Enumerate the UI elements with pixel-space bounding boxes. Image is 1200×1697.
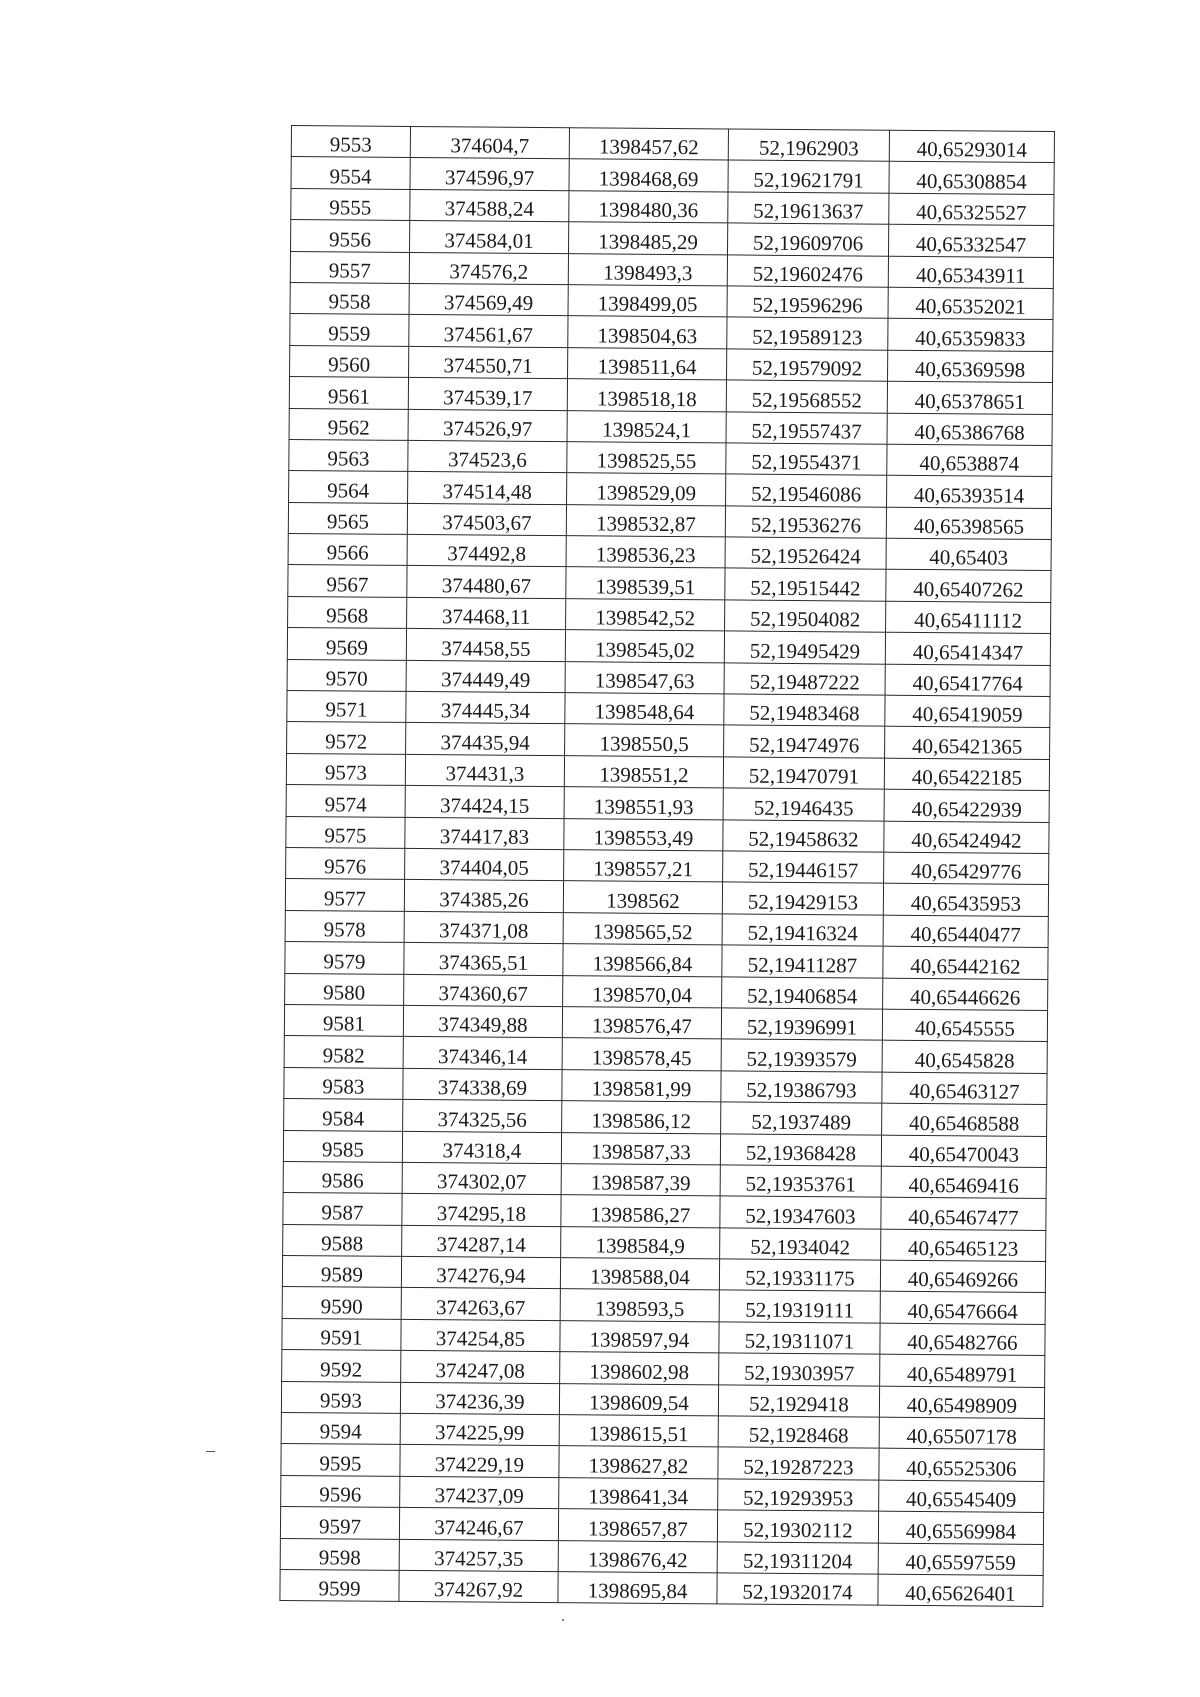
table-cell: 1398551,2 bbox=[564, 755, 723, 788]
table-cell: 40,65468588 bbox=[882, 1103, 1047, 1136]
table-cell: 52,19568552 bbox=[726, 380, 887, 413]
table-cell: 1398627,82 bbox=[559, 1446, 718, 1479]
table-cell: 40,65419059 bbox=[885, 695, 1050, 728]
table-cell: 52,19411287 bbox=[722, 945, 883, 978]
table-cell: 374246,67 bbox=[399, 1508, 558, 1541]
table-cell: 52,19446157 bbox=[723, 851, 884, 884]
table-cell: 1398542,52 bbox=[566, 599, 725, 632]
table-cell: 374318,4 bbox=[402, 1131, 561, 1164]
table-cell: 52,1946435 bbox=[723, 788, 884, 821]
table-cell: 52,19416324 bbox=[722, 914, 883, 947]
table-cell: 52,19589123 bbox=[727, 317, 888, 350]
table-cell: 1398657,87 bbox=[558, 1509, 717, 1542]
table-cell: 9555 bbox=[291, 188, 410, 220]
table-cell: 40,65442162 bbox=[883, 946, 1048, 979]
table-cell: 52,19515442 bbox=[725, 568, 886, 601]
coordinates-table bbox=[279, 125, 1055, 1607]
table-cell: 40,65386768 bbox=[887, 413, 1052, 446]
table-cell: 40,65470043 bbox=[881, 1135, 1046, 1168]
table-cell: 374458,55 bbox=[406, 629, 565, 662]
table-cell: 40,65398565 bbox=[886, 507, 1051, 540]
table-cell: 374237,09 bbox=[400, 1476, 559, 1509]
table-cell: 374596,97 bbox=[410, 158, 569, 191]
table-cell: 374404,05 bbox=[405, 848, 564, 881]
table-cell: 52,1934042 bbox=[720, 1228, 881, 1261]
table-cell: 374338,69 bbox=[403, 1068, 562, 1101]
table-cell: 9579 bbox=[285, 942, 404, 974]
table-cell: 40,65378651 bbox=[887, 381, 1052, 414]
table-cell: 374276,94 bbox=[401, 1256, 560, 1289]
table-cell: 374576,2 bbox=[409, 252, 568, 285]
table-cell: 40,65343911 bbox=[888, 256, 1053, 289]
table-cell: 374247,08 bbox=[401, 1351, 560, 1384]
table-cell: 1398609,54 bbox=[559, 1383, 718, 1416]
table-cell: 374435,94 bbox=[406, 723, 565, 756]
table-cell: 1398602,98 bbox=[560, 1352, 719, 1385]
table-cell: 52,19536276 bbox=[725, 506, 886, 539]
table-cell: 374385,26 bbox=[404, 880, 563, 913]
table-cell: 374325,56 bbox=[403, 1100, 562, 1133]
table-cell: 40,65369598 bbox=[888, 350, 1053, 383]
table-cell: 9560 bbox=[290, 345, 409, 377]
table-cell: 1398586,27 bbox=[561, 1195, 720, 1228]
table-cell: 9564 bbox=[289, 471, 408, 503]
table-cell: 1398504,63 bbox=[568, 316, 727, 349]
table-cell: 374526,97 bbox=[408, 409, 567, 442]
table-cell: 1398468,69 bbox=[569, 159, 728, 192]
table-cell: 1398597,94 bbox=[560, 1320, 719, 1353]
table-cell: 40,65429776 bbox=[884, 852, 1049, 885]
table-cell: 1398529,09 bbox=[567, 473, 726, 506]
table-cell: 40,65411112 bbox=[886, 601, 1051, 634]
table-cell: 40,65407262 bbox=[886, 570, 1051, 603]
table-cell: 40,65467477 bbox=[881, 1197, 1046, 1230]
table-cell: 52,19458632 bbox=[723, 820, 884, 853]
table-cell: 1398593,5 bbox=[560, 1289, 719, 1322]
table-cell: 9575 bbox=[286, 816, 405, 848]
table-cell: 9596 bbox=[281, 1475, 400, 1507]
table-cell: 374480,67 bbox=[407, 566, 566, 599]
table-cell: 52,1962903 bbox=[728, 129, 889, 162]
table-cell: 9584 bbox=[284, 1099, 403, 1131]
table-cell: 1398485,29 bbox=[569, 222, 728, 255]
table-cell: 9566 bbox=[288, 534, 407, 566]
coordinates-table-body bbox=[280, 126, 1055, 1607]
table-cell: 52,19546086 bbox=[726, 474, 887, 507]
table-cell: 374569,49 bbox=[409, 283, 568, 316]
table-cell: 374584,01 bbox=[410, 221, 569, 254]
table-cell: 1398553,49 bbox=[564, 818, 723, 851]
table-row bbox=[280, 1569, 1043, 1606]
table-cell: 9590 bbox=[282, 1287, 401, 1319]
table-cell: 40,65482766 bbox=[880, 1323, 1045, 1356]
table-cell: 52,19487222 bbox=[724, 663, 885, 696]
table-cell: 9573 bbox=[286, 753, 405, 785]
table-cell: 52,19554371 bbox=[726, 443, 887, 476]
table-cell: 52,19331175 bbox=[719, 1259, 880, 1292]
table-cell: 40,65359833 bbox=[888, 319, 1053, 352]
table-cell: 1398545,02 bbox=[565, 630, 724, 663]
table-cell: 52,19386793 bbox=[721, 1071, 882, 1104]
table-cell: 1398570,04 bbox=[563, 975, 722, 1008]
table-cell: 1398676,42 bbox=[558, 1540, 717, 1573]
table-cell: 9563 bbox=[289, 439, 408, 471]
table-cell: 9554 bbox=[291, 157, 410, 189]
table-cell: 52,19609706 bbox=[727, 223, 888, 256]
table-cell: 40,65626401 bbox=[878, 1574, 1043, 1607]
table-cell: 1398615,51 bbox=[559, 1415, 718, 1448]
margin-mark bbox=[206, 1451, 215, 1452]
table-cell: 40,65498909 bbox=[879, 1386, 1044, 1419]
table-cell: 9587 bbox=[283, 1193, 402, 1225]
table-cell: 374417,83 bbox=[405, 817, 564, 850]
table-cell: 1398532,87 bbox=[566, 504, 725, 537]
table-cell: 40,65463127 bbox=[882, 1072, 1047, 1105]
table-cell: 1398695,84 bbox=[558, 1572, 717, 1605]
table-cell: 374588,24 bbox=[410, 189, 569, 222]
table-cell: 1398557,21 bbox=[564, 850, 723, 883]
table-cell: 1398524,1 bbox=[567, 410, 726, 443]
table-cell: 52,19621791 bbox=[728, 160, 889, 193]
table-cell: 9574 bbox=[286, 785, 405, 817]
table-cell: 1398548,64 bbox=[565, 693, 724, 726]
table-cell: 374468,11 bbox=[407, 597, 566, 630]
table-cell: 9592 bbox=[282, 1350, 401, 1382]
table-cell: 52,19368428 bbox=[720, 1133, 881, 1166]
table-cell: 9580 bbox=[285, 973, 404, 1005]
table-cell: 1398511,64 bbox=[568, 347, 727, 380]
table-cell: 9569 bbox=[287, 628, 406, 660]
table-cell: 52,19393579 bbox=[721, 1039, 882, 1072]
table-cell: 40,65417764 bbox=[885, 664, 1050, 697]
table-cell: 374561,67 bbox=[409, 315, 568, 348]
table-cell: 52,1929418 bbox=[718, 1385, 879, 1418]
table-cell: 52,19613637 bbox=[728, 192, 889, 225]
table-cell: 52,19396991 bbox=[721, 1008, 882, 1041]
table-cell: 52,19311071 bbox=[719, 1322, 880, 1355]
table-cell: 40,65424942 bbox=[884, 821, 1049, 854]
table-cell: 374365,51 bbox=[404, 943, 563, 976]
table-cell: 40,6538874 bbox=[887, 444, 1052, 477]
table-cell: 9598 bbox=[280, 1538, 399, 1570]
table-cell: 1398576,47 bbox=[562, 1007, 721, 1040]
table-cell: 1398493,3 bbox=[568, 253, 727, 286]
table-cell: 40,65403 bbox=[886, 538, 1051, 571]
table-cell: 9571 bbox=[287, 691, 406, 723]
table-cell: 40,65446626 bbox=[883, 978, 1048, 1011]
scan-dot bbox=[562, 1619, 564, 1621]
table-cell: 40,65469416 bbox=[881, 1166, 1046, 1199]
table-cell: 52,19293953 bbox=[718, 1479, 879, 1512]
table-cell: 9565 bbox=[288, 502, 407, 534]
table-cell: 40,65465123 bbox=[881, 1229, 1046, 1262]
table-cell: 374267,92 bbox=[399, 1570, 558, 1603]
table-cell: 52,19311204 bbox=[717, 1541, 878, 1574]
table-cell: 374254,85 bbox=[401, 1319, 560, 1352]
table-cell: 1398518,18 bbox=[567, 379, 726, 412]
table-cell: 9588 bbox=[283, 1224, 402, 1256]
table-cell: 1398525,55 bbox=[567, 442, 726, 475]
table-cell: 374346,14 bbox=[403, 1037, 562, 1070]
table-cell: 9572 bbox=[287, 722, 406, 754]
table-cell: 40,65325527 bbox=[889, 193, 1054, 226]
table-cell: 9567 bbox=[288, 565, 407, 597]
table-cell: 52,19504082 bbox=[725, 600, 886, 633]
table-cell: 40,6545555 bbox=[882, 1009, 1047, 1042]
table-cell: 9593 bbox=[281, 1381, 400, 1413]
table-cell: 1398539,51 bbox=[566, 567, 725, 600]
table-cell: 1398578,45 bbox=[562, 1038, 721, 1071]
table-cell: 374604,7 bbox=[410, 126, 569, 159]
table-cell: 9595 bbox=[281, 1444, 400, 1476]
table-cell: 52,19526424 bbox=[725, 537, 886, 570]
table-cell: 374360,67 bbox=[404, 974, 563, 1007]
table-cell: 9556 bbox=[291, 220, 410, 252]
table-cell: 1398587,33 bbox=[561, 1132, 720, 1165]
table-cell: 52,19596296 bbox=[727, 286, 888, 319]
table-cell: 52,19319111 bbox=[719, 1290, 880, 1323]
table-cell: 9562 bbox=[289, 408, 408, 440]
table-cell: 52,19579092 bbox=[727, 349, 888, 382]
table-cell: 1398499,05 bbox=[568, 285, 727, 318]
table-cell: 1398566,84 bbox=[563, 944, 722, 977]
table-cell: 1398641,34 bbox=[559, 1477, 718, 1510]
table-cell: 9559 bbox=[290, 314, 409, 346]
table-cell: 40,65332547 bbox=[888, 224, 1053, 257]
table-cell: 374539,17 bbox=[408, 378, 567, 411]
table-cell: 52,19302112 bbox=[717, 1510, 878, 1543]
table-cell: 40,65308854 bbox=[889, 162, 1054, 195]
table-cell: 374424,15 bbox=[405, 786, 564, 819]
table-cell: 374349,88 bbox=[403, 1005, 562, 1038]
table-cell: 374257,35 bbox=[399, 1539, 558, 1572]
table-cell: 52,19557437 bbox=[726, 411, 887, 444]
table-cell: 9585 bbox=[283, 1130, 402, 1162]
table-cell: 9582 bbox=[284, 1036, 403, 1068]
table-cell: 1398562 bbox=[563, 881, 722, 914]
table-cell: 52,19495429 bbox=[724, 631, 885, 664]
table-cell: 374492,8 bbox=[407, 535, 566, 568]
table-cell: 40,65469266 bbox=[880, 1260, 1045, 1293]
table-cell: 9553 bbox=[291, 126, 410, 158]
table-cell: 40,65352021 bbox=[888, 287, 1053, 320]
table-cell: 9586 bbox=[283, 1161, 402, 1193]
table-cell: 9568 bbox=[288, 596, 407, 628]
table-cell: 9597 bbox=[280, 1507, 399, 1539]
table-cell: 52,1928468 bbox=[718, 1416, 879, 1449]
table-cell: 52,19303957 bbox=[719, 1353, 880, 1386]
table-cell: 40,65489791 bbox=[880, 1354, 1045, 1387]
table-cell: 374503,67 bbox=[407, 503, 566, 536]
table-cell: 374287,14 bbox=[402, 1225, 561, 1258]
table-cell: 1398588,04 bbox=[560, 1258, 719, 1291]
table-cell: 40,65293014 bbox=[889, 130, 1054, 163]
table-cell: 374431,3 bbox=[405, 754, 564, 787]
table-cell: 374449,49 bbox=[406, 660, 565, 693]
table-cell: 374523,6 bbox=[408, 440, 567, 473]
table-cell: 40,65393514 bbox=[887, 475, 1052, 508]
table-cell: 374302,07 bbox=[402, 1162, 561, 1195]
table-cell: 40,65421365 bbox=[885, 727, 1050, 760]
table-cell: 52,19474976 bbox=[724, 725, 885, 758]
table-cell: 40,65476664 bbox=[880, 1292, 1045, 1325]
table-cell: 9577 bbox=[285, 879, 404, 911]
table-cell: 1398536,23 bbox=[566, 536, 725, 569]
table-cell: 40,65414347 bbox=[885, 632, 1050, 665]
table-cell: 1398565,52 bbox=[563, 912, 722, 945]
table-cell: 40,65525306 bbox=[879, 1449, 1044, 1482]
table-cell: 9570 bbox=[287, 659, 406, 691]
table-cell: 52,19483468 bbox=[724, 694, 885, 727]
table-cell: 52,19470791 bbox=[723, 757, 884, 790]
table-cell: 52,19287223 bbox=[718, 1447, 879, 1480]
table-cell: 40,65569984 bbox=[878, 1511, 1043, 1544]
table-cell: 1398457,62 bbox=[569, 128, 728, 161]
table-cell: 374229,19 bbox=[400, 1445, 559, 1478]
table-cell: 52,19353761 bbox=[720, 1165, 881, 1198]
table-cell: 40,65422939 bbox=[884, 789, 1049, 822]
table-cell: 374371,08 bbox=[404, 911, 563, 944]
table-cell: 1398547,63 bbox=[565, 661, 724, 694]
table-cell: 9581 bbox=[284, 1004, 403, 1036]
table-cell: 52,19320174 bbox=[717, 1573, 878, 1606]
table-cell: 1398587,39 bbox=[561, 1164, 720, 1197]
table-cell: 9591 bbox=[282, 1318, 401, 1350]
table-cell: 52,19347603 bbox=[720, 1196, 881, 1229]
table-cell: 374225,99 bbox=[400, 1413, 559, 1446]
table-cell: 374514,48 bbox=[408, 472, 567, 505]
table-cell: 40,65440477 bbox=[883, 915, 1048, 948]
table-cell: 1398581,99 bbox=[562, 1069, 721, 1102]
table-cell: 1398480,36 bbox=[569, 190, 728, 223]
table-cell: 40,65507178 bbox=[879, 1417, 1044, 1450]
table-cell: 374236,39 bbox=[400, 1382, 559, 1415]
table-cell: 40,6545828 bbox=[882, 1041, 1047, 1074]
table-cell: 374263,67 bbox=[401, 1288, 560, 1321]
table-cell: 374445,34 bbox=[406, 691, 565, 724]
table-cell: 52,19406854 bbox=[722, 976, 883, 1009]
table-cell: 9599 bbox=[280, 1569, 399, 1601]
table-cell: 9576 bbox=[286, 847, 405, 879]
table-cell: 9557 bbox=[290, 251, 409, 283]
table-cell: 40,65435953 bbox=[883, 884, 1048, 917]
table-cell: 1398551,93 bbox=[564, 787, 723, 820]
table-cell: 40,65545409 bbox=[879, 1480, 1044, 1513]
table-cell: 9558 bbox=[290, 282, 409, 314]
table-cell: 1398584,9 bbox=[561, 1226, 720, 1259]
table-cell: 374550,71 bbox=[409, 346, 568, 379]
table-cell: 40,65597559 bbox=[878, 1543, 1043, 1576]
table-cell: 52,1937489 bbox=[721, 1102, 882, 1135]
table-cell: 52,19429153 bbox=[722, 882, 883, 915]
table-cell: 1398550,5 bbox=[565, 724, 724, 757]
table-cell: 9583 bbox=[284, 1067, 403, 1099]
table-cell: 52,19602476 bbox=[727, 254, 888, 287]
table-cell: 374295,18 bbox=[402, 1194, 561, 1227]
table-cell: 9594 bbox=[281, 1412, 400, 1444]
table-cell: 40,65422185 bbox=[884, 758, 1049, 791]
table-cell: 1398586,12 bbox=[562, 1101, 721, 1134]
table-cell: 9578 bbox=[285, 910, 404, 942]
table-cell: 9589 bbox=[282, 1256, 401, 1288]
table-cell: 9561 bbox=[289, 377, 408, 409]
